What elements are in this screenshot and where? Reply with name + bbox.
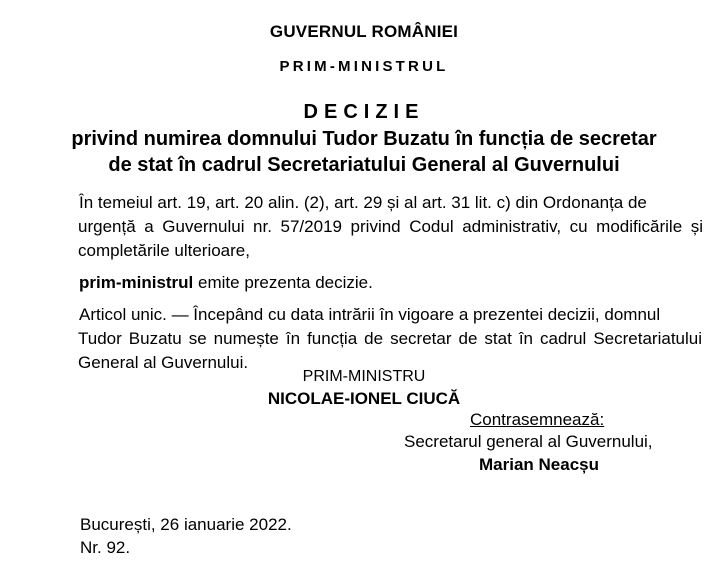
document-number: Nr. 92. [80,538,131,557]
office-heading: PRIM-MINISTRUL [279,58,449,75]
enactment-paragraph [79,271,702,295]
document-subject-line-1: privind numirea domnului Tudor Buzatu în funcția de secretar [71,128,657,150]
document-subject [20,126,708,178]
enactment-issuer: prim-ministrul [79,273,194,292]
document-subject-line-2: de stat în cadrul Secretariatului General al Guvernului [108,154,620,176]
countersignature-label: Contrasemnează: [470,410,605,429]
signatory-role: PRIM-MINISTRU [302,368,426,385]
place-and-date: București, 26 ianuarie 2022. [80,515,292,534]
article-line-1: Articol unic. — Începând cu data intrării în vigoare a prezentei decizii, domnul [79,305,661,324]
article-rest: Tudor Buzatu se numește în funcția de secretar de stat în cadrul Secretariatului General al Guvernului. [78,329,702,372]
signatory-name: NICOLAE-IONEL CIUCĂ [267,389,461,408]
legal-basis-line-1: În temeiul art. 19, art. 20 alin. (2), art. 29 și al art. 31 lit. c) din Ordonanța de [79,193,647,212]
countersignatory-role: Secretarul general al Guvernului, [404,432,653,451]
legal-basis-rest: urgență a Guvernului nr. 57/2019 privind Codul administrativ, cu modificările și completările ulterioare, [78,217,703,260]
enactment-text: emite prezenta decizie. [193,273,373,292]
article-paragraph [79,303,702,375]
legal-basis-paragraph [79,191,703,263]
document-type: DECIZIE [303,101,425,123]
countersignatory-name: Marian Neacșu [479,455,599,474]
issuer-heading: GUVERNUL ROMÂNIEI [269,22,459,41]
